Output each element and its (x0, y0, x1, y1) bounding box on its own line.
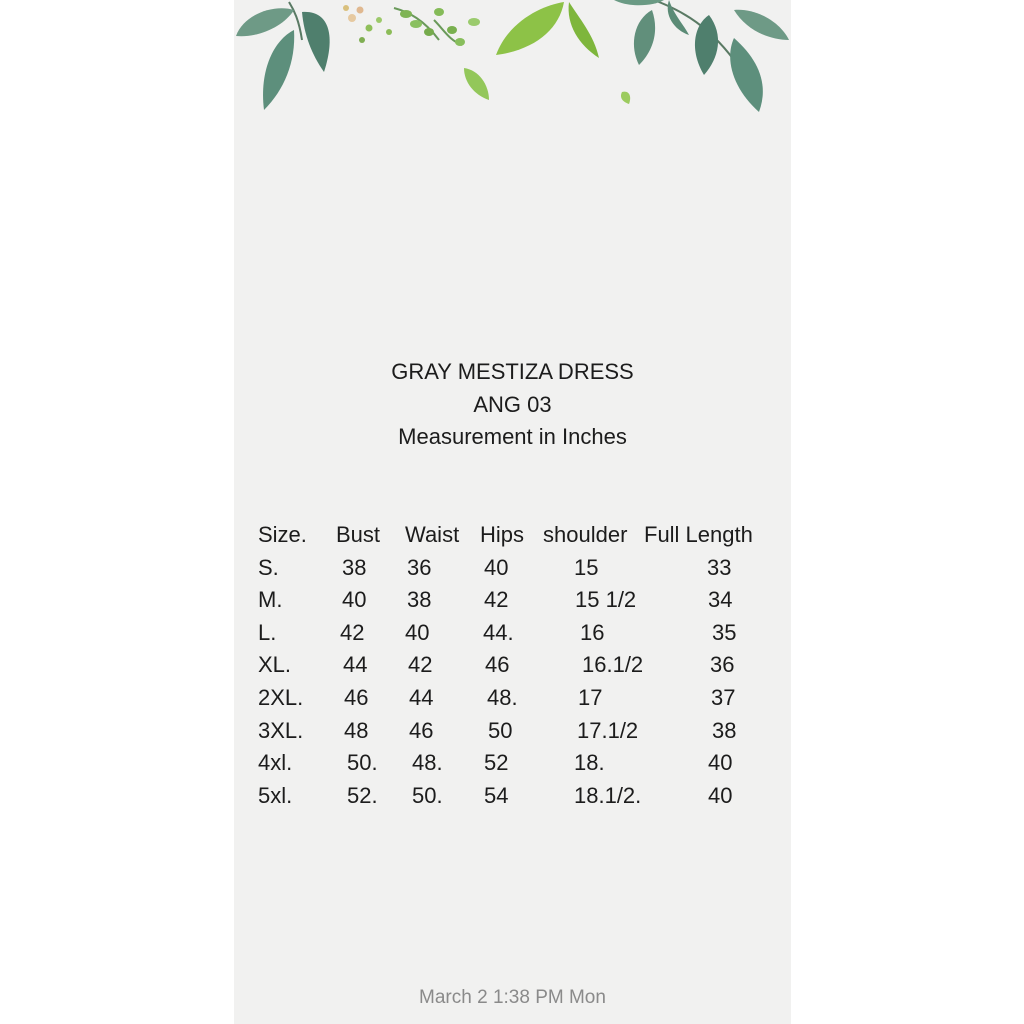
waist-cell: 46 (409, 717, 434, 743)
waist-cell: 36 (407, 554, 432, 580)
column-header: Size. (258, 522, 307, 547)
length-cell: 35 (712, 619, 737, 645)
hips-cell: 52 (484, 750, 509, 776)
size-cell: M. (258, 587, 283, 613)
table-row (234, 552, 791, 585)
shoulder-cell: 15 (574, 554, 599, 580)
table-header-row (234, 519, 791, 552)
length-cell: 40 (708, 782, 733, 808)
size-cell: L. (258, 619, 277, 645)
dress-name: GRAY MESTIZA DRESS (391, 359, 634, 384)
size-cell: 3XL. (258, 717, 304, 743)
shoulder-cell: 18.1/2. (574, 782, 642, 808)
dress-code: ANG 03 (473, 391, 552, 417)
shoulder-cell: 18. (574, 750, 605, 776)
shoulder-cell: 15 1/2 (575, 587, 637, 613)
length-cell: 38 (712, 717, 737, 743)
column-header: Waist (405, 522, 460, 547)
hips-cell: 44. (483, 619, 514, 645)
hips-cell: 48. (487, 684, 518, 710)
waist-cell: 44 (409, 684, 434, 710)
column-header: Bust (336, 522, 381, 547)
waist-cell: 50. (412, 782, 443, 808)
hips-cell: 46 (485, 652, 510, 678)
length-cell: 33 (707, 554, 732, 580)
hips-cell: 40 (484, 554, 509, 580)
table-row (234, 682, 791, 715)
column-header: Full Length (644, 522, 753, 547)
length-cell: 36 (710, 652, 735, 678)
unit-note: Measurement in Inches (398, 424, 627, 449)
column-header: shoulder (543, 522, 628, 547)
table-row (234, 617, 791, 650)
document-header (234, 356, 791, 454)
length-cell: 40 (708, 750, 733, 776)
waist-cell: 40 (405, 619, 430, 645)
table-row (234, 780, 791, 813)
size-cell: 2XL. (258, 684, 304, 710)
hips-cell: 50 (488, 717, 513, 743)
timestamp: March 2 1:38 PM Mon (419, 987, 606, 1008)
hips-cell: 54 (484, 782, 509, 808)
shoulder-cell: 17 (578, 684, 603, 710)
waist-cell: 48. (412, 750, 443, 776)
note-page (234, 0, 791, 1024)
leaf-decoration (234, 0, 791, 120)
length-cell: 37 (711, 684, 736, 710)
table-row (234, 715, 791, 748)
size-cell: S. (258, 554, 279, 580)
size-cell: XL. (258, 652, 292, 678)
table-row (234, 584, 791, 617)
hips-cell: 42 (484, 587, 509, 613)
table-row (234, 649, 791, 682)
length-cell: 34 (708, 587, 733, 613)
size-cell: 5xl. (258, 782, 293, 808)
bust-cell: 50. (347, 750, 378, 776)
size-chart (234, 519, 791, 812)
bust-cell: 46 (344, 684, 369, 710)
table-row (234, 747, 791, 780)
size-cell: 4xl. (258, 750, 293, 776)
shoulder-cell: 16.1/2 (582, 652, 644, 678)
bust-cell: 38 (342, 554, 367, 580)
waist-cell: 38 (407, 587, 432, 613)
bust-cell: 44 (343, 652, 368, 678)
bust-cell: 40 (342, 587, 367, 613)
bust-cell: 48 (344, 717, 369, 743)
shoulder-cell: 16 (580, 619, 605, 645)
shoulder-cell: 17.1/2 (577, 717, 639, 743)
column-header: Hips (480, 522, 525, 547)
bust-cell: 52. (347, 782, 378, 808)
waist-cell: 42 (408, 652, 433, 678)
bust-cell: 42 (340, 619, 365, 645)
